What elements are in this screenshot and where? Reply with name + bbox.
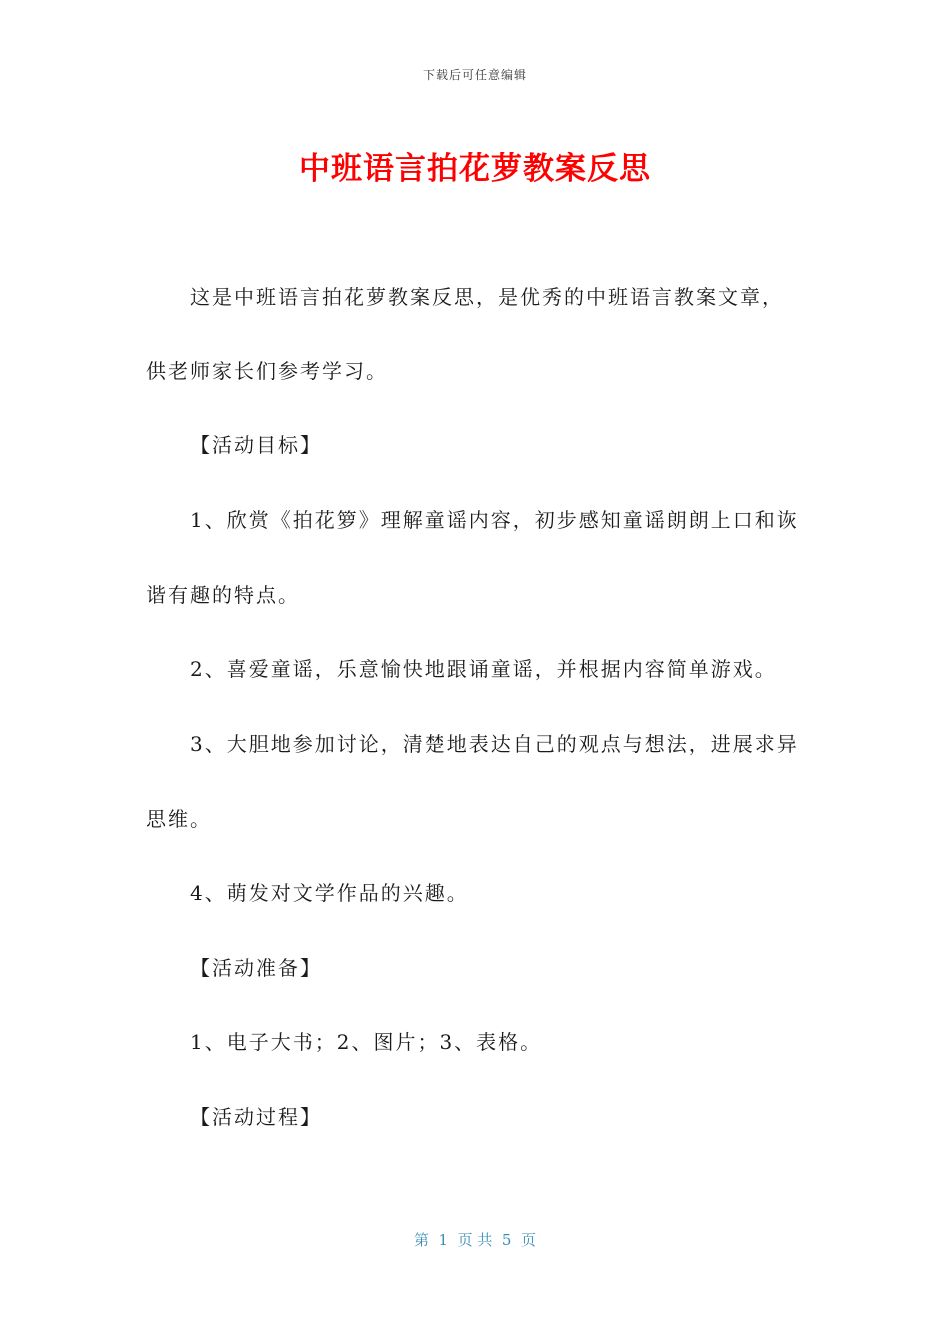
- header-note: 下载后可任意编辑: [422, 68, 527, 82]
- section-heading-process: 【活动过程】: [190, 1105, 322, 1129]
- section-heading-goals: 【活动目标】: [190, 433, 322, 457]
- intro-line-1: 这是中班语言拍花萝教案反思，是优秀的中班语言教案文章，: [190, 285, 784, 309]
- goal-3-line-2: 思维。: [146, 807, 212, 831]
- goal-1-line-2: 谐有趣的特点。: [146, 583, 300, 607]
- page-title: 中班语言拍花萝教案反思: [299, 151, 651, 187]
- section-heading-preparation: 【活动准备】: [190, 956, 322, 980]
- preparation-items: 1、电子大书；2、图片；3、表格。: [190, 1030, 543, 1054]
- page-footer: 第 1 页 共 5 页: [414, 1231, 536, 1249]
- goal-2: 2、喜爱童谣，乐意愉快地跟诵童谣，并根据内容简单游戏。: [190, 657, 777, 681]
- intro-line-2: 供老师家长们参考学习。: [146, 359, 388, 383]
- goal-1-line-1: 1、欣赏《拍花箩》理解童谣内容，初步感知童谣朗朗上口和诙: [190, 508, 799, 532]
- goal-4: 4、萌发对文学作品的兴趣。: [190, 881, 469, 905]
- goal-3-line-1: 3、大胆地参加讨论，清楚地表达自己的观点与想法，进展求异: [190, 732, 799, 756]
